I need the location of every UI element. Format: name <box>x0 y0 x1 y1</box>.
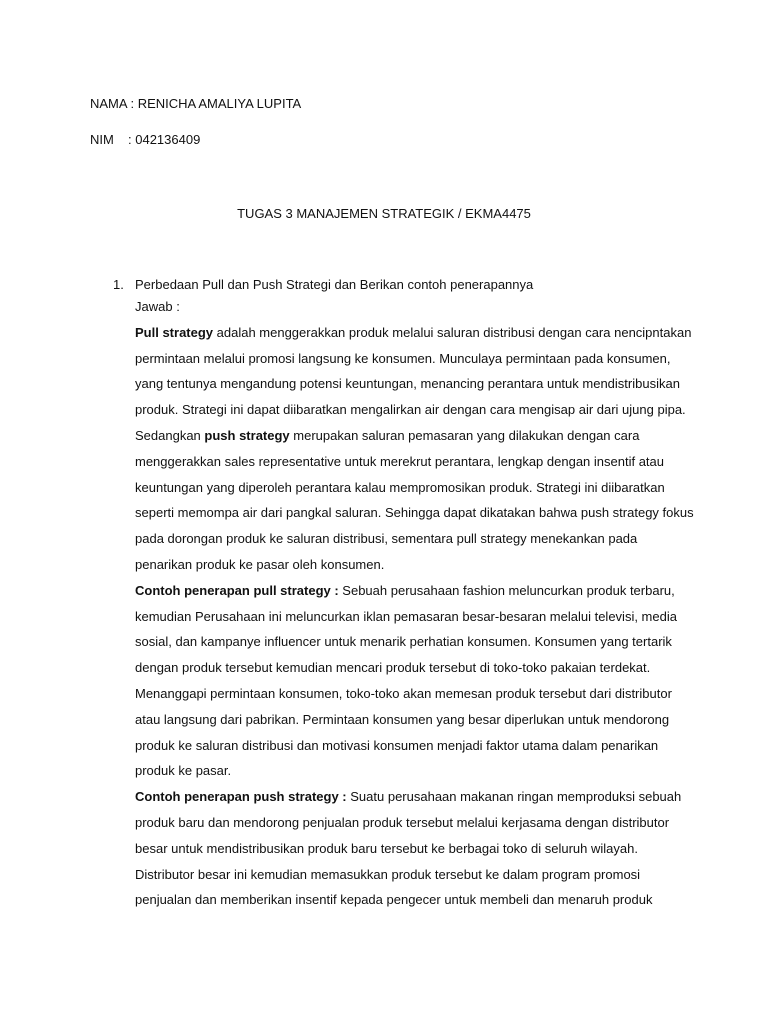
paragraph-line <box>135 789 695 815</box>
paragraph-line: pada dorongan produk ke saluran distribusi, sementara pull strategy menekankan pada <box>135 531 638 547</box>
push-strategy-term: push strategy <box>204 427 290 443</box>
student-nim-line <box>90 132 200 148</box>
paragraph-line: produk ke saluran distribusi dan motivasi konsumen menjadi faktor utama dalam penarikan <box>135 737 659 753</box>
jawab-label: Jawab : <box>135 299 180 314</box>
answer-body <box>135 277 695 918</box>
nim-value: 042136409 <box>135 132 201 147</box>
nama-value: RENICHA AMALIYA LUPITA <box>137 96 302 111</box>
text-span: Suatu perusahaan makanan ringan memproduksi sebuah <box>346 789 682 805</box>
paragraph-line: sosial, dan kampanye influencer untuk menarik perhatian konsumen. Konsumen yang tertarik <box>135 634 672 650</box>
nama-label: NAMA <box>90 96 127 111</box>
paragraph-line: dengan produk tersebut kemudian mencari produk tersebut di toko-toko pakaian terdekat. <box>135 660 651 676</box>
document-title: TUGAS 3 MANAJEMEN STRATEGIK / EKMA4475 <box>237 206 531 221</box>
paragraph-line: Menanggapi permintaan konsumen, toko-toko akan memesan produk tersebut dari distributor <box>135 685 672 701</box>
text-span: adalah menggerakkan produk melalui saluran distribusi dengan cara nencipntakan <box>213 324 692 340</box>
paragraph-line: produk. Strategi ini dapat diibaratkan mengalirkan air dengan cara mengisap air dari ujung pipa. <box>135 402 686 418</box>
paragraph-line: besar untuk mendistribusikan produk baru tersebut ke berbagai toko di seluruh wilayah. <box>135 840 638 856</box>
paragraph-line: penjualan dan memberikan insentif kepada pengecer untuk membeli dan menaruh produk <box>135 892 653 908</box>
paragraph-line: produk ke pasar. <box>135 763 232 779</box>
text-span: Sedangkan <box>135 427 205 443</box>
paragraph-line: atau langsung dari pabrikan. Permintaan konsumen yang besar diperlukan untuk mendorong <box>135 711 670 727</box>
text-span: Sebuah perusahaan fashion meluncurkan produk terbaru, <box>338 582 675 598</box>
pull-strategy-term: Pull strategy <box>135 324 214 340</box>
paragraph-line: yang tentunya mengandung potensi keuntungan, menancing perantara untuk mendistribusikan <box>135 376 680 392</box>
text-span: merupakan saluran pemasaran yang dilakukan dengan cara <box>289 427 640 443</box>
paragraph-line: menggerakkan sales representative untuk merekrut perantara, lengkap dengan insentif atau <box>135 453 664 469</box>
question-number: 1. <box>113 277 124 292</box>
question-text: Perbedaan Pull dan Push Strategi dan Berikan contoh penerapannya <box>135 277 534 292</box>
paragraph-line: Distributor besar ini kemudian memasukkan produk tersebut ke dalam program promosi <box>135 866 641 882</box>
paragraph-line <box>135 583 695 609</box>
paragraph-line <box>135 325 695 351</box>
pull-example-heading: Contoh penerapan pull strategy : <box>135 582 339 598</box>
nim-label: NIM <box>90 132 114 147</box>
student-name-line <box>90 96 301 112</box>
paragraph-line: keuntungan yang diperoleh perantara kalau mempromosikan produk. Strategi ini diibaratkan <box>135 479 665 495</box>
nim-separator: : <box>128 132 136 147</box>
paragraph-line: penarikan produk ke pasar oleh konsumen. <box>135 556 385 572</box>
paragraph-line: seperti memompa air dari pangkal saluran. Sehingga dapat dikatakan bahwa push strategy fokus <box>135 505 694 521</box>
paragraph-line: produk baru dan mendorong penjualan produk tersebut melalui kerjasama dengan distributor <box>135 814 670 830</box>
paragraph-line: kemudian Perusahaan ini meluncurkan iklan pemasaran besar-besaran melalui televisi, media <box>135 608 677 624</box>
paragraph-line <box>135 428 695 454</box>
paragraph-line: permintaan melalui promosi langsung ke konsumen. Munculaya permintaan pada konsumen, <box>135 350 671 366</box>
nama-separator: : <box>130 96 138 111</box>
push-example-heading: Contoh penerapan push strategy : <box>135 789 347 805</box>
